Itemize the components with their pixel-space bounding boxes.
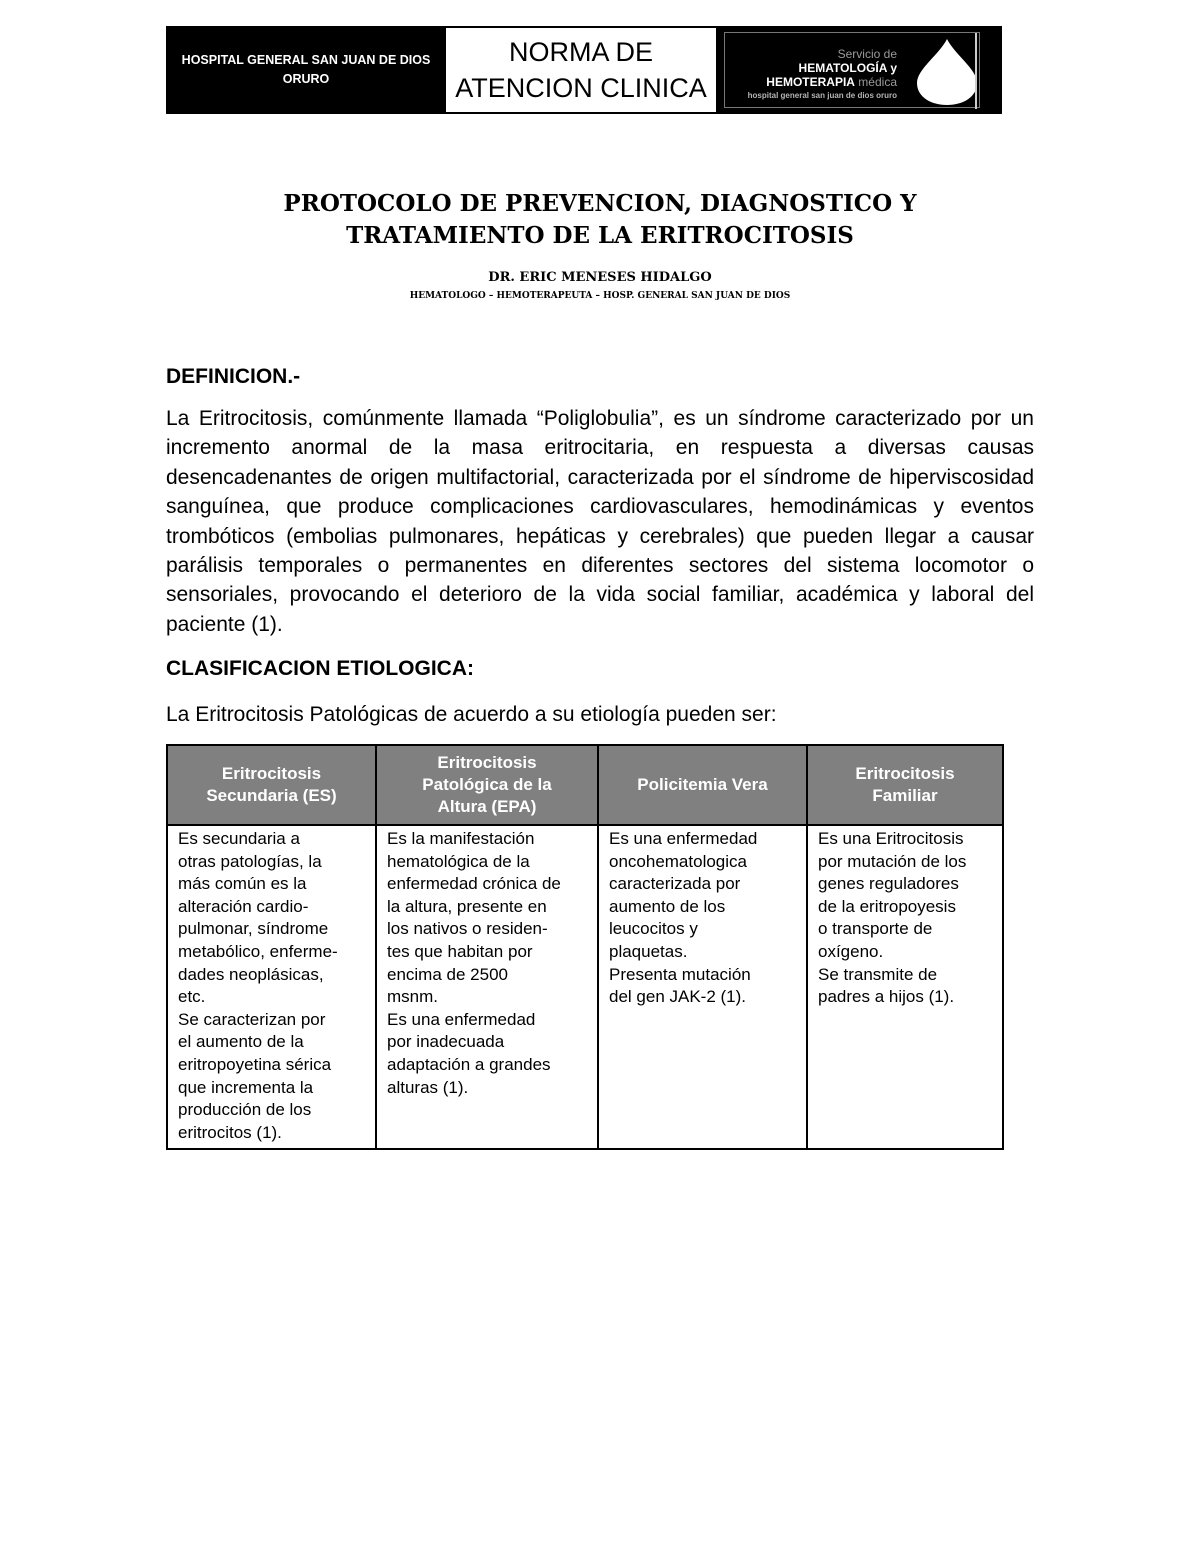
header-familiar: Eritrocitosis Familiar — [807, 745, 1003, 825]
document-title — [166, 188, 1034, 252]
header-epa: Eritrocitosis Patológica de la Altura (EPA) — [376, 745, 598, 825]
hospital-name: HOSPITAL GENERAL SAN JUAN DE DIOS — [181, 53, 431, 67]
service-logo-line3b: médica — [854, 75, 897, 89]
hospital-city: ORURO — [282, 72, 330, 86]
author-role: HEMATOLOGO – HEMOTERAPEUTA – HOSP. GENERAL SAN JUAN DE DIOS — [409, 291, 791, 301]
definicion-paragraph: La Eritrocitosis, comúnmente llamada “Poliglobulia”, es un síndrome caracterizado por un incremento anormal de la masa eritrocitaria, en respuesta a diversas causas desencadenantes de origen multifactorial, caracterizada por el síndrome de hiperviscosidad sanguínea, que produce complicaciones cardiovasculares, hemodinámicas y eventos trombóticos (embolias pulmonares, hepáticas y cerebrales) que pueden llegar a causar parálisis temporales o permanentes en diferentes sectores del sistema locomotor o sensoriales, provocando el deterioro de la vida social familiar, académica y laboral del paciente (1). — [166, 407, 1034, 636]
cell-epa: Es la manifestación hematológica de la enfermedad crónica de la altura, presente en los nativos o residen- tes que habitan por encima de 2500 msnm. Es una enfermedad por inadecuada adaptación a grandes alturas (1). — [376, 825, 598, 1149]
table-header-row — [167, 745, 1003, 825]
service-logo-line2: HEMATOLOGÍA y — [798, 61, 897, 75]
service-logo-line1: Servicio de — [837, 47, 897, 61]
service-logo — [716, 26, 1002, 114]
norma-line-2: ATENCION CLINICA — [455, 73, 707, 103]
cell-pv: Es una enfermedad oncohematologica caracterizada por aumento de los leucocitos y plaquetas. Presenta mutación del gen JAK-2 (1). — [598, 825, 807, 1149]
logo-divider — [975, 33, 977, 109]
header-pv: Policitemia Vera — [598, 745, 807, 825]
header-es: Eritrocitosis Secundaria (ES) — [167, 745, 376, 825]
service-logo-frame — [724, 32, 980, 108]
title-line-2: TRATAMIENTO DE LA ERITROCITOSIS — [346, 222, 854, 249]
clasificacion-intro: La Eritrocitosis Patológicas de acuerdo a su etiología pueden ser: — [166, 703, 777, 726]
author-name: DR. ERIC MENESES HIDALGO — [488, 270, 712, 285]
title-line-1: PROTOCOLO DE PREVENCION, DIAGNOSTICO Y — [283, 190, 917, 217]
table-row — [167, 825, 1003, 1149]
clasificacion-heading: CLASIFICACION ETIOLOGICA: — [166, 657, 474, 680]
norma-title-block — [446, 28, 716, 112]
service-logo-text — [747, 47, 897, 103]
hospital-name-block — [166, 26, 446, 114]
etiology-table — [166, 744, 1004, 1150]
norma-line-1: NORMA DE — [508, 37, 654, 67]
blood-drop-icon — [915, 37, 979, 107]
cell-familiar: Es una Eritrocitosis por mutación de los genes reguladores de la eritropoyesis o transporte de oxígeno. Se transmite de padres a hijos (1). — [807, 825, 1003, 1149]
service-logo-line4: hospital general san juan de dios oruro — [747, 91, 897, 100]
document-header — [166, 26, 1002, 114]
definicion-heading: DEFINICION.- — [166, 365, 301, 388]
service-logo-line3a: HEMOTERAPIA — [766, 75, 855, 89]
service-logo-line3 — [747, 75, 897, 89]
cell-es: Es secundaria a otras patologías, la más común es la alteración cardio- pulmonar, síndrome metabólico, enferme- dades neoplásicas, etc. Se caracterizan por el aumento de la eritropoyetina sérica que incrementa la producción de los eritrocitos (1). — [167, 825, 376, 1149]
